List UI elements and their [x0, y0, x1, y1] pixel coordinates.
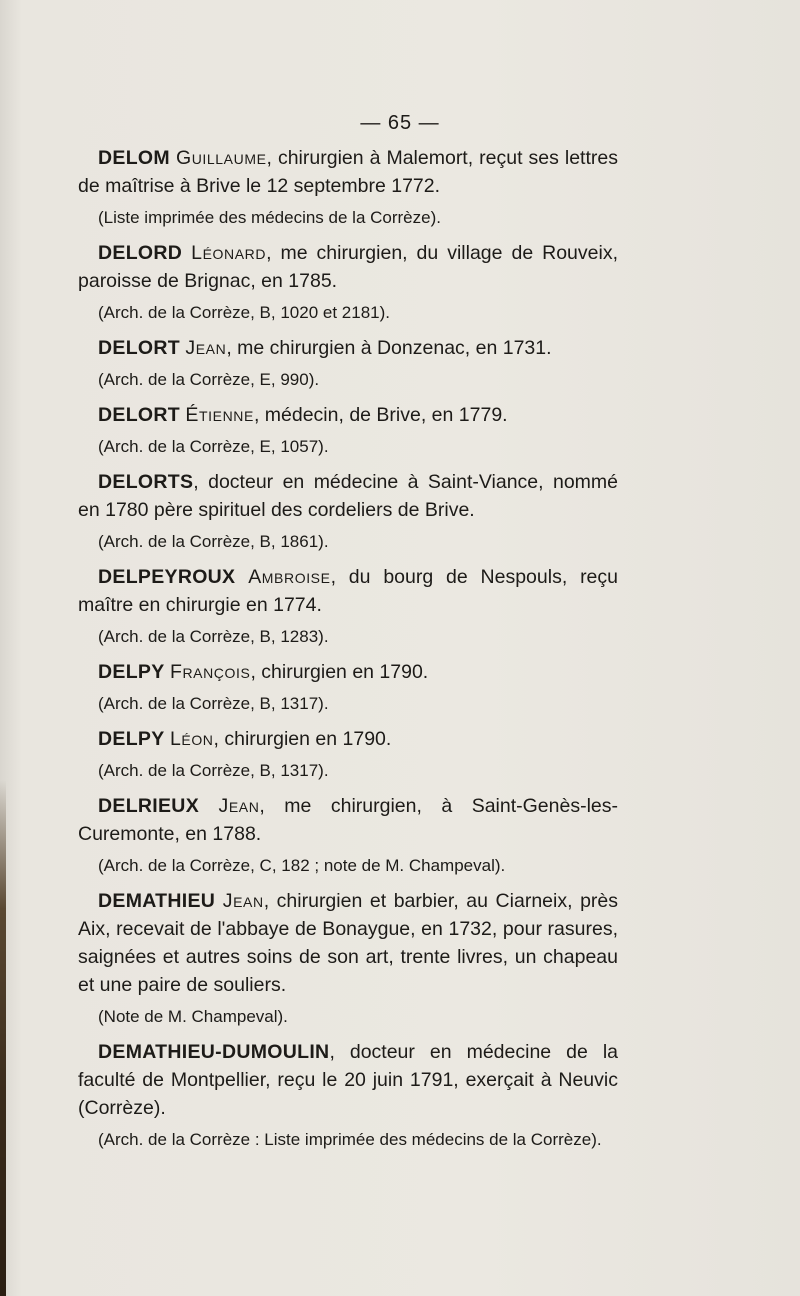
entry-text: , me chirurgien, du village de Rouveix, paroisse de Brignac, en 1785.	[78, 242, 618, 292]
entry-name: DEMATHIEU-DUMOULIN	[98, 1041, 330, 1063]
entry-source: (Arch. de la Corrèze, B, 1861).	[98, 532, 329, 551]
entry-name: DELPY	[98, 661, 165, 683]
entry-text: , me chirurgien, à Saint-Genès-les-Curemonte, en 1788.	[78, 795, 619, 845]
entry-source: (Arch. de la Corrèze : Liste imprimée des médecins de la Corrèze).	[98, 1130, 602, 1149]
entry-name: DELPEYROUX	[98, 566, 236, 588]
entry-given-name: Jean	[218, 795, 260, 817]
entry-text: , chirurgien et barbier, au Ciarneix, près Aix, recevait de l'abbaye de Bonaygue, en 1732, pour rasures, saignées et autres soins de son art, trente livres, un chapeau et une paire de souliers.	[78, 890, 619, 996]
entry	[78, 239, 618, 325]
entry-text: , docteur en médecine à Saint-Viance, nommé en 1780 père spirituel des cordeliers de Brive.	[78, 471, 618, 521]
entry-text: , docteur en médecine de la faculté de Montpellier, reçu le 20 juin 1791, exerçait à Neuvic (Corrèze).	[78, 1041, 618, 1119]
entry-text: , médecin, de Brive, en 1779.	[253, 404, 508, 426]
entry	[78, 792, 618, 878]
entry	[78, 563, 618, 649]
entry-given-name: Ambroise	[248, 566, 331, 588]
entry-given-name: Léonard	[191, 242, 267, 264]
entry-source: (Note de M. Champeval).	[98, 1007, 288, 1026]
entry-text: , chirurgien en 1790.	[250, 661, 429, 683]
binding-edge	[0, 780, 6, 1296]
entry-source: (Arch. de la Corrèze, B, 1317).	[98, 761, 329, 780]
entry	[78, 725, 618, 783]
entry-source: (Arch. de la Corrèze, C, 182 ; note de M. Champeval).	[98, 856, 506, 875]
entry-given-name: François	[169, 661, 251, 683]
entry-source: (Arch. de la Corrèze, E, 1057).	[98, 437, 329, 456]
entry-name: DELOM	[98, 147, 170, 169]
entry-name: DELORT	[98, 404, 180, 426]
entry-given-name: Jean	[222, 890, 264, 912]
entry	[78, 1038, 618, 1152]
entry-text: , me chirurgien à Donzenac, en 1731.	[226, 337, 552, 359]
entries-list	[78, 144, 618, 1161]
page-number: — 65 —	[360, 112, 440, 134]
entry-source: (Arch. de la Corrèze, E, 990).	[98, 370, 320, 389]
entry-name: DEMATHIEU	[98, 890, 216, 912]
entry-source: (Liste imprimée des médecins de la Corrèze).	[98, 208, 441, 227]
entry	[78, 144, 618, 230]
entry-text: , du bourg de Nespouls, reçu maître en chirurgie en 1774.	[78, 566, 618, 616]
entry-given-name: Jean	[185, 337, 227, 359]
entry-source: (Arch. de la Corrèze, B, 1020 et 2181).	[98, 303, 390, 322]
entry	[78, 658, 618, 716]
entry-name: DELORTS	[98, 471, 194, 493]
entry-given-name: Guillaume	[175, 147, 267, 169]
entry-text: , chirurgien en 1790.	[213, 728, 392, 750]
entry-name: DELORT	[98, 337, 180, 359]
entry	[78, 887, 618, 1029]
entry-name: DELRIEUX	[98, 795, 199, 817]
entry	[78, 468, 618, 554]
entry-given-name: Léon	[169, 728, 214, 750]
entry	[78, 334, 618, 392]
entry-source: (Arch. de la Corrèze, B, 1317).	[98, 694, 329, 713]
entry-source: (Arch. de la Corrèze, B, 1283).	[98, 627, 329, 646]
entry-name: DELPY	[98, 728, 165, 750]
entry-text: , chirurgien à Malemort, reçut ses lettres de maîtrise à Brive le 12 septembre 1772.	[78, 147, 618, 197]
entry	[78, 401, 618, 459]
entry-name: DELORD	[98, 242, 183, 264]
entry-given-name: Étienne	[185, 404, 254, 426]
